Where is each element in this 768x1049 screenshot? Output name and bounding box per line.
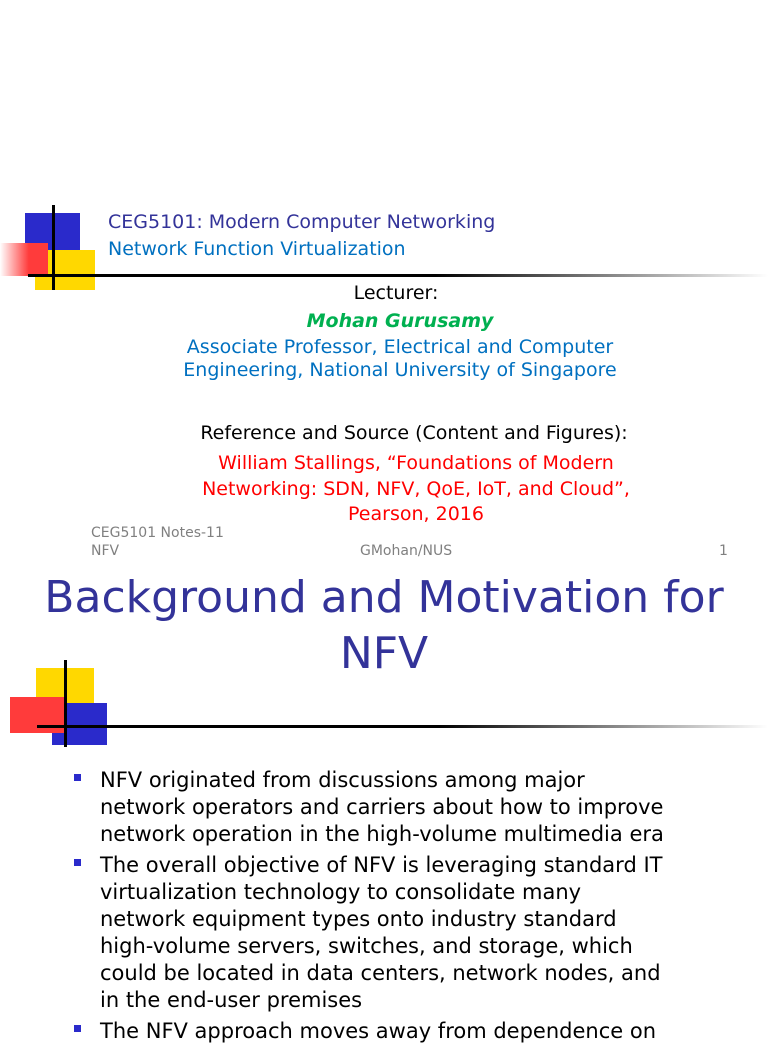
reference-line-1: William Stallings, “Foundations of Modern (218, 452, 614, 474)
affiliation-line-1: Associate Professor, Electrical and Computer (186, 336, 614, 358)
lecturer-name: Mohan Gurusamy (306, 310, 494, 332)
bullet-item: NFV originated from discussions among major network operators and carriers about how to improve network operation in the high-volume multimedia era (72, 767, 752, 848)
bullet-square-icon (74, 1025, 81, 1032)
reference-label: Reference and Source (Content and Figures): (200, 422, 628, 444)
bullet-list (72, 767, 752, 1049)
logo-vertical-line (64, 660, 67, 747)
bullet-square-icon (74, 774, 81, 781)
title-divider-line (37, 725, 768, 728)
bullet-item: The NFV approach moves away from dependence on (72, 1018, 752, 1045)
footer-course-code: CEG5101 Notes-11 (91, 525, 224, 541)
bullet-square-icon (74, 859, 81, 866)
title-divider-line (28, 274, 768, 277)
affiliation-line-2: Engineering, National University of Singapore (183, 359, 617, 381)
reference-line-2: Networking: SDN, NFV, QoE, IoT, and Cloud”, (202, 478, 630, 500)
bullet-item: The overall objective of NFV is leveraging standard IT virtualization technology to consolidate many network equipment types onto industry standard high-volume servers, switches, and storage, which could be located in data centers, network nodes, and in the end-user premises (72, 852, 752, 1014)
logo-vertical-line (52, 205, 55, 290)
lecture-subtitle: Network Function Virtualization (108, 238, 406, 260)
footer-author: GMohan/NUS (360, 543, 453, 559)
slide-title-line-1: Background and Motivation for (44, 572, 724, 623)
lecturer-label: Lecturer: (353, 282, 439, 304)
footer-page-number: 1 (719, 543, 728, 559)
footer-topic: NFV (91, 543, 120, 559)
logo-red-square (0, 243, 48, 276)
reference-line-3: Pearson, 2016 (348, 503, 484, 525)
slide-title-line-2: NFV (339, 628, 429, 679)
course-title: CEG5101: Modern Computer Networking (108, 211, 496, 233)
